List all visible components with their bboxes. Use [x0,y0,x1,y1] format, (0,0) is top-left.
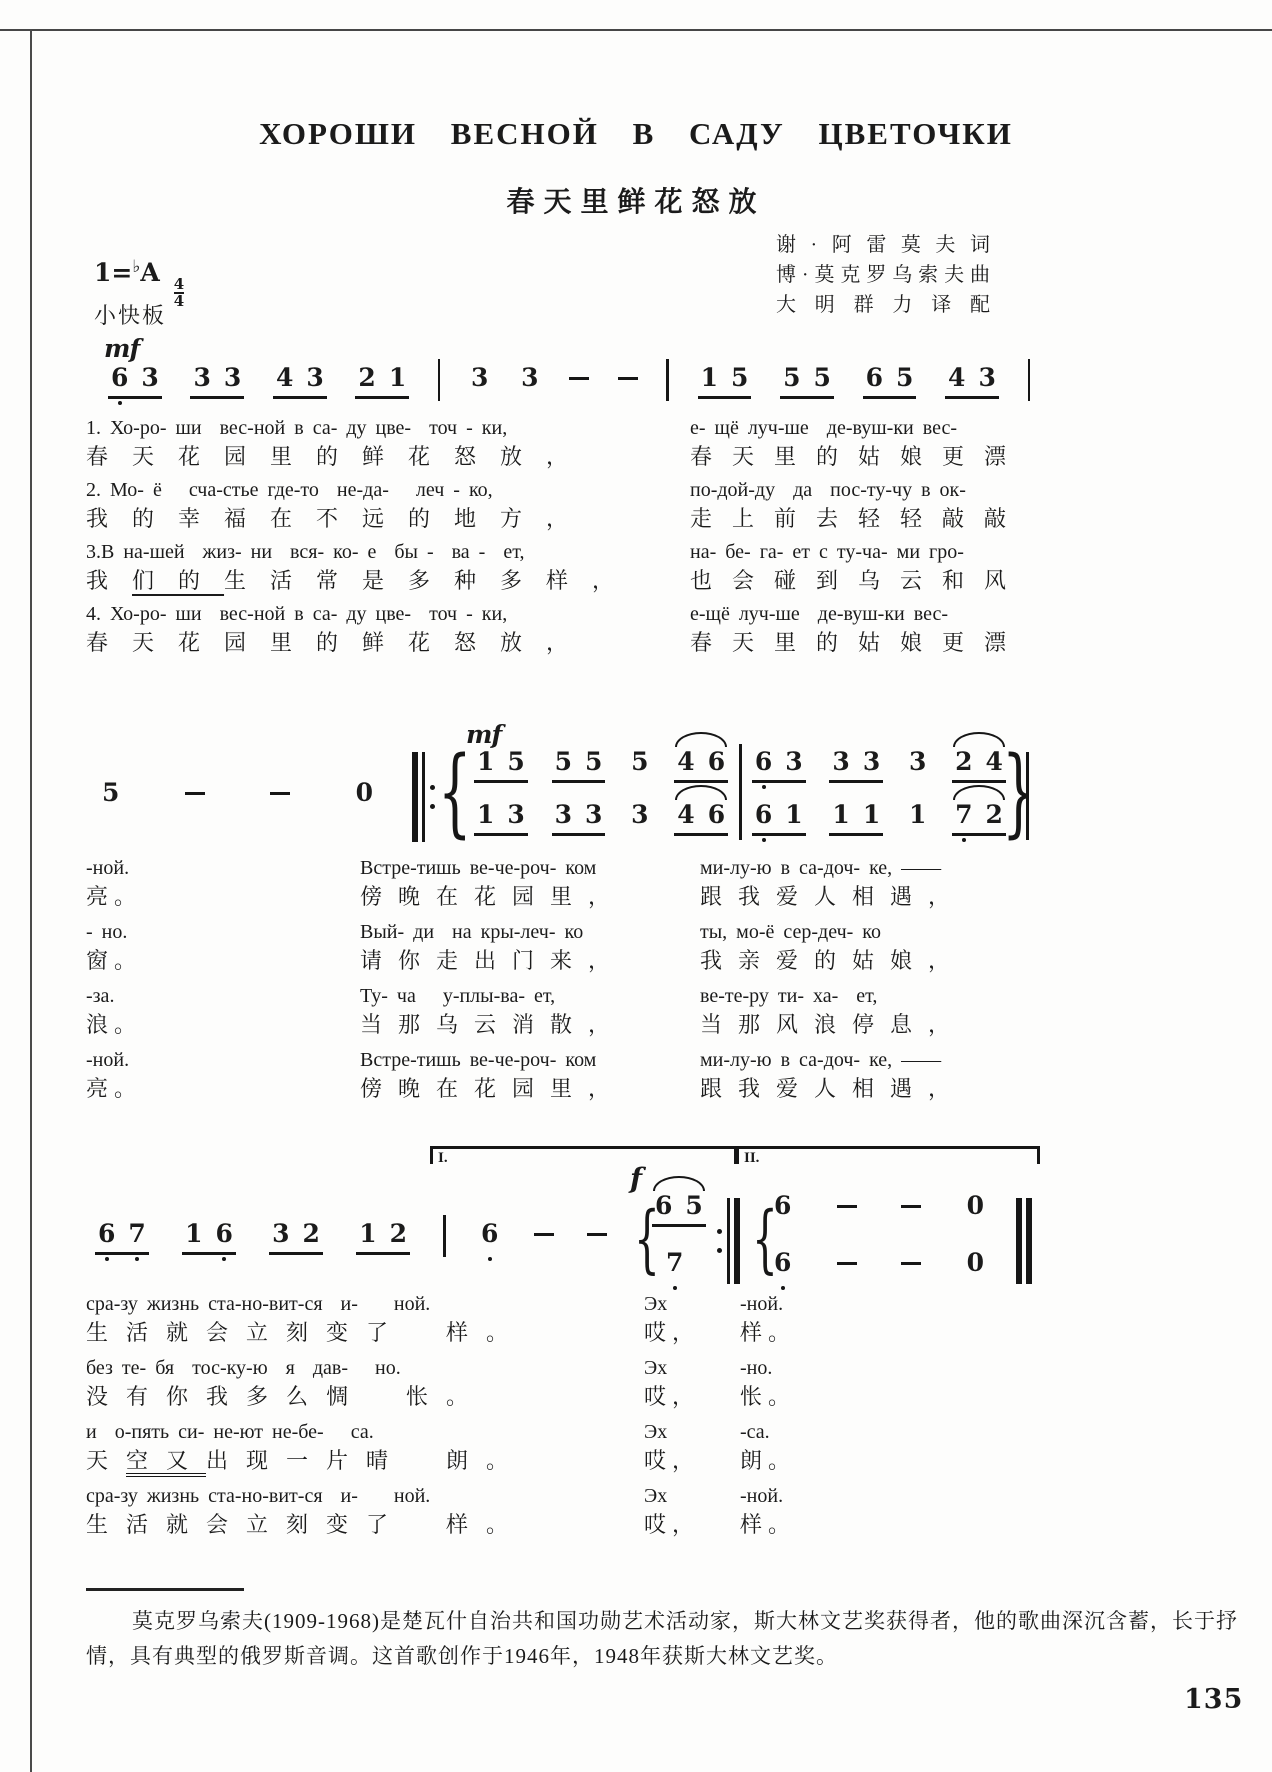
system-barline [739,744,742,840]
beamed-pair [780,364,834,399]
lyric-verse [644,1292,700,1347]
lyric-line-chinese: 请你走出门来， [360,948,627,973]
beamed-pair [190,364,244,399]
lyric-verse [86,984,142,1039]
beamed-pair [474,801,528,836]
lyric-line-chinese: 傍晚在花园里， [360,884,627,909]
lyric-verse [644,1420,700,1475]
lyrics-block1-right [690,416,1038,664]
music-note: 2 [358,363,376,392]
repeat-dots [430,752,435,842]
system-brace-open [438,744,472,840]
lyrics-block2-right [700,856,966,1112]
beamed-pair [552,748,606,783]
footnote-text: 莫克罗乌索夫(1909-1968)是楚瓦什自治共和国功勋艺术活动家，斯大林文艺奖获得者，他的歌曲深沉含蓄，长于抒情，具有典型的俄罗斯音调。这首歌创作于1946年，1948年获斯大林文艺奖。 [86,1609,1238,1668]
lyrics-block2-mid [360,856,626,1112]
octave-dot [781,1286,785,1290]
lyric-line-chinese: 哎， [644,1384,701,1409]
beamed-pair [474,748,528,783]
beamed-pair [95,1220,149,1255]
lyric-verse [86,602,638,657]
lyric-line-chinese: 我亲爱的姑娘， [700,948,967,973]
lyric-line-chinese: 跟我爱人相遇， [700,884,967,909]
end-barline-line2 [1026,752,1029,840]
lyric-segment: 天 [86,1448,127,1473]
key-prefix: 1= [94,258,133,287]
lyric-line-chinese: 我的幸福在不远的地方， [86,506,593,531]
time-signature [174,277,184,309]
beamed-pair-slurred [674,801,728,836]
lyric-verse [700,920,966,975]
lyric-segment: 空又 [126,1448,206,1477]
lyric-line-russian: Ту- ча у-плы-ва- ет, [360,985,556,1007]
lyric-line-chinese: 生活就会立刻变了 样。 [86,1512,527,1537]
single-note [772,1192,793,1220]
dynamic-mf-line2: mf [466,720,502,749]
lyric-segment: 生活常是多种多样， [224,568,639,593]
beamed-pair [108,364,162,399]
music-note: 3 [141,363,159,392]
song-title-chinese: 春天里鲜花怒放 [506,187,766,218]
lyric-line-russian: Встре-тишь ве-че-роч- ком [360,1049,597,1071]
music-note: 5 [102,778,120,807]
music-note: 6 [755,748,772,776]
lyric-line-russian: Встре-тишь ве-че-роч- ком [360,857,597,879]
octave-dot [105,1257,109,1261]
lyrics-block3-end [740,1292,796,1548]
music-note: 6 [774,1249,791,1277]
lyric-segment: 我 [86,568,133,593]
music-note: 6 [481,1220,498,1248]
music-note: 4 [677,800,695,829]
music-line3-stack-lower [664,1249,685,1277]
beamed-pair-slurred [652,1192,706,1227]
key-letter: A [140,258,160,287]
lyric-line-russian: без те- бя тос-ку-ю я дав- но. [86,1357,401,1379]
music-note: 1 [185,1219,203,1248]
lyric-verse [86,920,142,975]
single-note [907,748,928,776]
music-note: 6 [98,1220,115,1248]
lyrics-block3-main [86,1292,526,1548]
lyric-line-russian: Эх [644,1357,668,1379]
lyric-line-russian: -ной. [740,1485,784,1507]
music-note: 3 [272,1219,290,1248]
dash-note [837,1205,857,1208]
music-note: 3 [521,363,539,392]
lyric-line-chinese: 哎， [644,1512,701,1537]
lyric-verse [700,856,966,911]
dynamic-mf-line1: mf [104,334,140,363]
lyric-line-russian: -ной. [86,1049,130,1071]
dynamic-f-line3: f [630,1162,642,1195]
single-note [100,779,121,807]
music-note: 6 [655,1191,673,1220]
dash-note [901,1205,921,1208]
music-note: 2 [955,747,973,776]
music-line3-volta2-upper [772,1192,986,1220]
final-barline [1016,1198,1032,1284]
lyric-line-chinese: 春天花园里的鲜花怒放， [86,630,593,655]
single-note [907,801,928,829]
music-line-1 [108,364,1030,401]
single-note [479,1220,500,1248]
song-title-russian: ХОРОШИ ВЕСНОЙ В САДУ ЦВЕТОЧКИ [259,116,1013,151]
lyric-verse [86,856,142,911]
beamed-pair [752,748,806,783]
music-note: 3 [631,800,649,829]
music-note: 3 [862,747,881,776]
music-note: 6 [755,801,772,829]
beamed-pair [829,748,883,783]
lyric-verse [86,540,638,595]
music-note: 4 [677,747,695,776]
lyric-verse [740,1292,796,1347]
music-note: 5 [731,363,749,392]
lyric-line-chinese: 样。 [740,1512,797,1537]
music-note: 1 [862,800,881,829]
volta2-label: II. [744,1150,760,1166]
music-note: 3 [223,363,242,392]
lyric-line-russian: ми-лу-ю в са-доч- ке, —— [700,1049,942,1071]
music-note: 1 [908,800,927,829]
single-note [772,1249,793,1277]
music-note: 6 [707,747,726,776]
lyric-line-chinese: 浪。 [86,1012,143,1037]
lyric-verse [360,856,626,911]
time-unit: 4 [173,292,185,310]
lyric-line-russian: -са. [740,1421,770,1443]
lyric-line-chinese: 也会碰到乌云和风 [690,568,1027,593]
music-note: 1 [388,363,407,392]
dash-note [569,377,589,380]
lyric-line-russian: е-щё луч-ше де-вуш-ки вес- [690,603,948,625]
lyric-segment: 出现一片晴 朗。 [206,1448,527,1473]
lyric-line-chinese: 哎， [644,1320,701,1345]
lyric-verse [644,1484,700,1539]
music-note: 3 [832,747,850,776]
lyrics-block1-left [86,416,638,664]
dash-note [837,1262,857,1265]
music-note: 4 [275,363,294,392]
single-note [965,1249,986,1277]
octave-dot [762,838,766,842]
music-note: 0 [966,1248,984,1277]
music-note: 1 [477,747,495,776]
lyric-line-russian: 1. Хо-ро- ши вес-ной в са- ду цве- точ - ки, [86,417,508,439]
lyric-line-russian: е- щё луч-ше де-вуш-ки вес- [690,417,957,439]
music-note: 0 [355,778,373,807]
music-note: 6 [707,800,726,829]
dash-note [185,792,205,795]
lyric-line-russian: на- бе- га- ет с ту-ча- ми гро- [690,541,964,563]
music-note: 5 [813,363,831,392]
beamed-pair [269,1220,323,1255]
credit-composer: 博·莫克罗乌索夫曲 [776,264,990,286]
lyric-verse [740,1356,796,1411]
music-note: 7 [666,1249,683,1277]
music-note: 1 [832,800,850,829]
volta-bracket-2 [736,1146,1040,1164]
lyric-verse [360,984,626,1039]
lyric-line-chinese: 当那乌云消散， [360,1012,627,1037]
lyric-line-russian: -ной. [740,1293,784,1315]
music-note: 5 [554,747,572,776]
single-note [664,1249,685,1277]
page-number: 135 [1184,1684,1244,1715]
single-note [629,748,650,776]
music-note: 4 [985,747,1003,776]
music-note: 3 [584,800,603,829]
music-note: 2 [302,1219,320,1248]
repeat-thick-bar [734,1198,740,1284]
lyric-line-chinese: 哎， [644,1448,701,1473]
lyric-line-chinese: 窗。 [86,948,143,973]
lyric-line-chinese [86,1447,526,1475]
lyric-verse [740,1420,796,1475]
music-line3-main [95,1220,607,1257]
lyric-line-chinese [86,567,638,595]
music-note: 5 [584,747,603,776]
lyric-line-russian: ты, мо-ё сер-деч- ко [700,921,882,943]
lyric-line-russian: 3.В на-шей жиз- ни вся- ко- е бы - ва - ет, [86,541,525,563]
beamed-pair [698,364,752,399]
lyric-verse [360,920,626,975]
barline [666,359,669,401]
music-note: 5 [631,747,649,776]
music-note: 1 [785,800,803,829]
lyric-line-russian: Эх [644,1485,668,1507]
octave-dot [222,1257,226,1261]
octave-dot [488,1257,492,1261]
end-repeat-sign [712,1198,740,1284]
music-note: 5 [685,1191,703,1220]
time-beats: 4 [173,275,185,293]
music-note: 6 [215,1220,232,1248]
music-note: 5 [783,363,801,392]
lyrics-block2-endings [86,856,142,1112]
music-note: 1 [477,800,495,829]
music-note: 6 [111,364,128,392]
lyric-verse [690,416,1038,471]
lyric-line-russian: Эх [644,1293,668,1315]
footnote-divider [86,1588,244,1591]
lyric-line-russian: 2. Мо- ё сча-стье где-то не-да- леч - ко, [86,479,493,501]
music-note: 1 [700,363,719,392]
lyric-line-russian: Эх [644,1421,668,1443]
music-note: 0 [966,1191,984,1220]
lyrics-block3-eh [644,1292,700,1548]
dash-note [587,1233,607,1236]
lyric-line-chinese: 怅。 [740,1384,797,1409]
octave-dot [962,838,966,842]
beamed-pair [552,801,606,836]
beamed-pair [356,1220,410,1255]
lyric-segment: 们的 [132,568,225,593]
lyric-line-russian: сра-зу жизнь ста-но-вит-ся и- ной. [86,1485,431,1507]
music-note: 1 [359,1219,377,1248]
lyric-verse [86,1292,526,1347]
music-note: 5 [895,363,914,392]
octave-dot [118,401,122,405]
lyric-line-chinese: 生活就会立刻变了 样。 [86,1320,527,1345]
lyric-verse [740,1484,796,1539]
beamed-pair [863,364,917,399]
music-note: 3 [306,363,324,392]
begin-repeat-sign [412,752,440,842]
volta-bracket-1 [430,1146,737,1164]
barline [1028,359,1031,401]
beamed-pair-slurred [952,748,1006,783]
lyric-line-chinese: 没有你我多么惆 怅。 [86,1384,487,1409]
lyric-line-russian: по-дой-ду да пос-ту-чу в ок- [690,479,966,501]
lyric-line-russian: -но. [740,1357,773,1379]
tempo-marking: 小快板 [94,303,167,328]
lyric-verse [86,478,638,533]
lyric-line-russian: Вый- ди на кры-леч- ко [360,921,584,943]
lyric-line-chinese: 朗。 [740,1448,797,1473]
single-note [354,779,375,807]
lyric-line-chinese: 春天花园里的鲜花怒放， [86,444,593,469]
beamed-pair [945,364,999,399]
lyric-line-chinese: 当那风浪停息， [700,1012,967,1037]
lyric-line-chinese: 傍晚在花园里， [360,1076,627,1101]
scan-border-top [0,29,1272,31]
beamed-pair [273,364,327,399]
beamed-pair-slurred [674,748,728,783]
music-note: 5 [507,747,525,776]
repeat-thin-bar [422,752,425,842]
music-line2-intro [100,779,375,807]
music-note: 3 [193,363,211,392]
lyric-line-chinese: 样。 [740,1320,797,1345]
single-note [519,364,540,392]
final-thick-bar [1026,1198,1032,1284]
lyric-line-chinese: 亮。 [86,884,143,909]
music-note: 3 [978,363,996,392]
lyric-verse [690,602,1038,657]
single-note [629,801,650,829]
lyric-verse [690,478,1038,533]
music-note: 6 [865,363,883,392]
octave-dot [762,785,766,789]
music-note: 7 [955,801,972,829]
beamed-pair [752,801,806,836]
music-note: 6 [774,1191,792,1220]
single-note [469,364,490,392]
beamed-pair [355,364,409,399]
beamed-pair [829,801,883,836]
music-note: 7 [128,1220,145,1248]
lyric-line-chinese: 跟我爱人相遇， [700,1076,967,1101]
music-note: 3 [908,747,927,776]
lyric-verse [644,1356,700,1411]
octave-dot [673,1286,677,1290]
dash-note [534,1233,554,1236]
lyric-verse [86,1048,142,1103]
lyric-line-russian: ми-лу-ю в са-доч- ке, —— [700,857,942,879]
lyric-line-russian: и о-пять си- не-ют не-бе- са. [86,1421,374,1443]
lyric-line-chinese: 亮。 [86,1076,143,1101]
system-brace-close [1002,744,1036,840]
beamed-pair [182,1220,236,1255]
barline [443,1215,446,1257]
music-line3-stack-upper [652,1192,706,1227]
lyric-line-chinese: 春天里的姑娘更漂 [690,444,1027,469]
lyric-line-russian: -ной. [86,857,130,879]
lyric-verse [86,1484,526,1539]
lyric-line-russian: -за. [86,985,115,1007]
lyric-line-russian: - но. [86,921,128,943]
lyric-verse [700,1048,966,1103]
lyric-verse [700,984,966,1039]
music-note: 3 [507,800,525,829]
credit-lyricist: 谢·阿雷莫夫词 [776,234,990,256]
single-note [965,1192,986,1220]
lyric-verse [360,1048,626,1103]
music-note: 3 [554,800,572,829]
credit-translator: 大明群力译配 [776,294,990,316]
lyric-line-russian: сра-зу жизнь ста-но-вит-ся и- ной. [86,1293,431,1315]
repeat-dots [717,1198,722,1284]
music-line3-volta2-lower [772,1249,986,1277]
barline [438,359,441,401]
credits-block [776,230,990,320]
lyric-verse [86,1420,526,1475]
lyric-line-chinese: 走上前去轻轻敲敲 [690,506,1027,531]
lyric-line-chinese: 春天里的姑娘更漂 [690,630,1027,655]
octave-dot [135,1257,139,1261]
lyric-line-russian: 4. Хо-ро- ши вес-ной в са- ду цве- точ - ки, [86,603,508,625]
dash-note [270,792,290,795]
dash-note [901,1262,921,1265]
beamed-pair-slurred [952,801,1006,836]
volta1-label: I. [438,1150,448,1166]
music-note: 2 [389,1219,407,1248]
lyric-verse [690,540,1038,595]
music-note: 2 [985,800,1003,829]
music-note: 3 [471,363,489,392]
music-note: 3 [785,747,803,776]
lyric-line-russian: ве-те-ру ти- ха- ет, [700,985,878,1007]
music-note: 4 [948,363,966,392]
dash-note [618,377,638,380]
flat-sign: ♭ [132,257,141,277]
lyric-verse [86,1356,526,1411]
lyric-verse [86,416,638,471]
scan-border-left [30,29,32,1772]
